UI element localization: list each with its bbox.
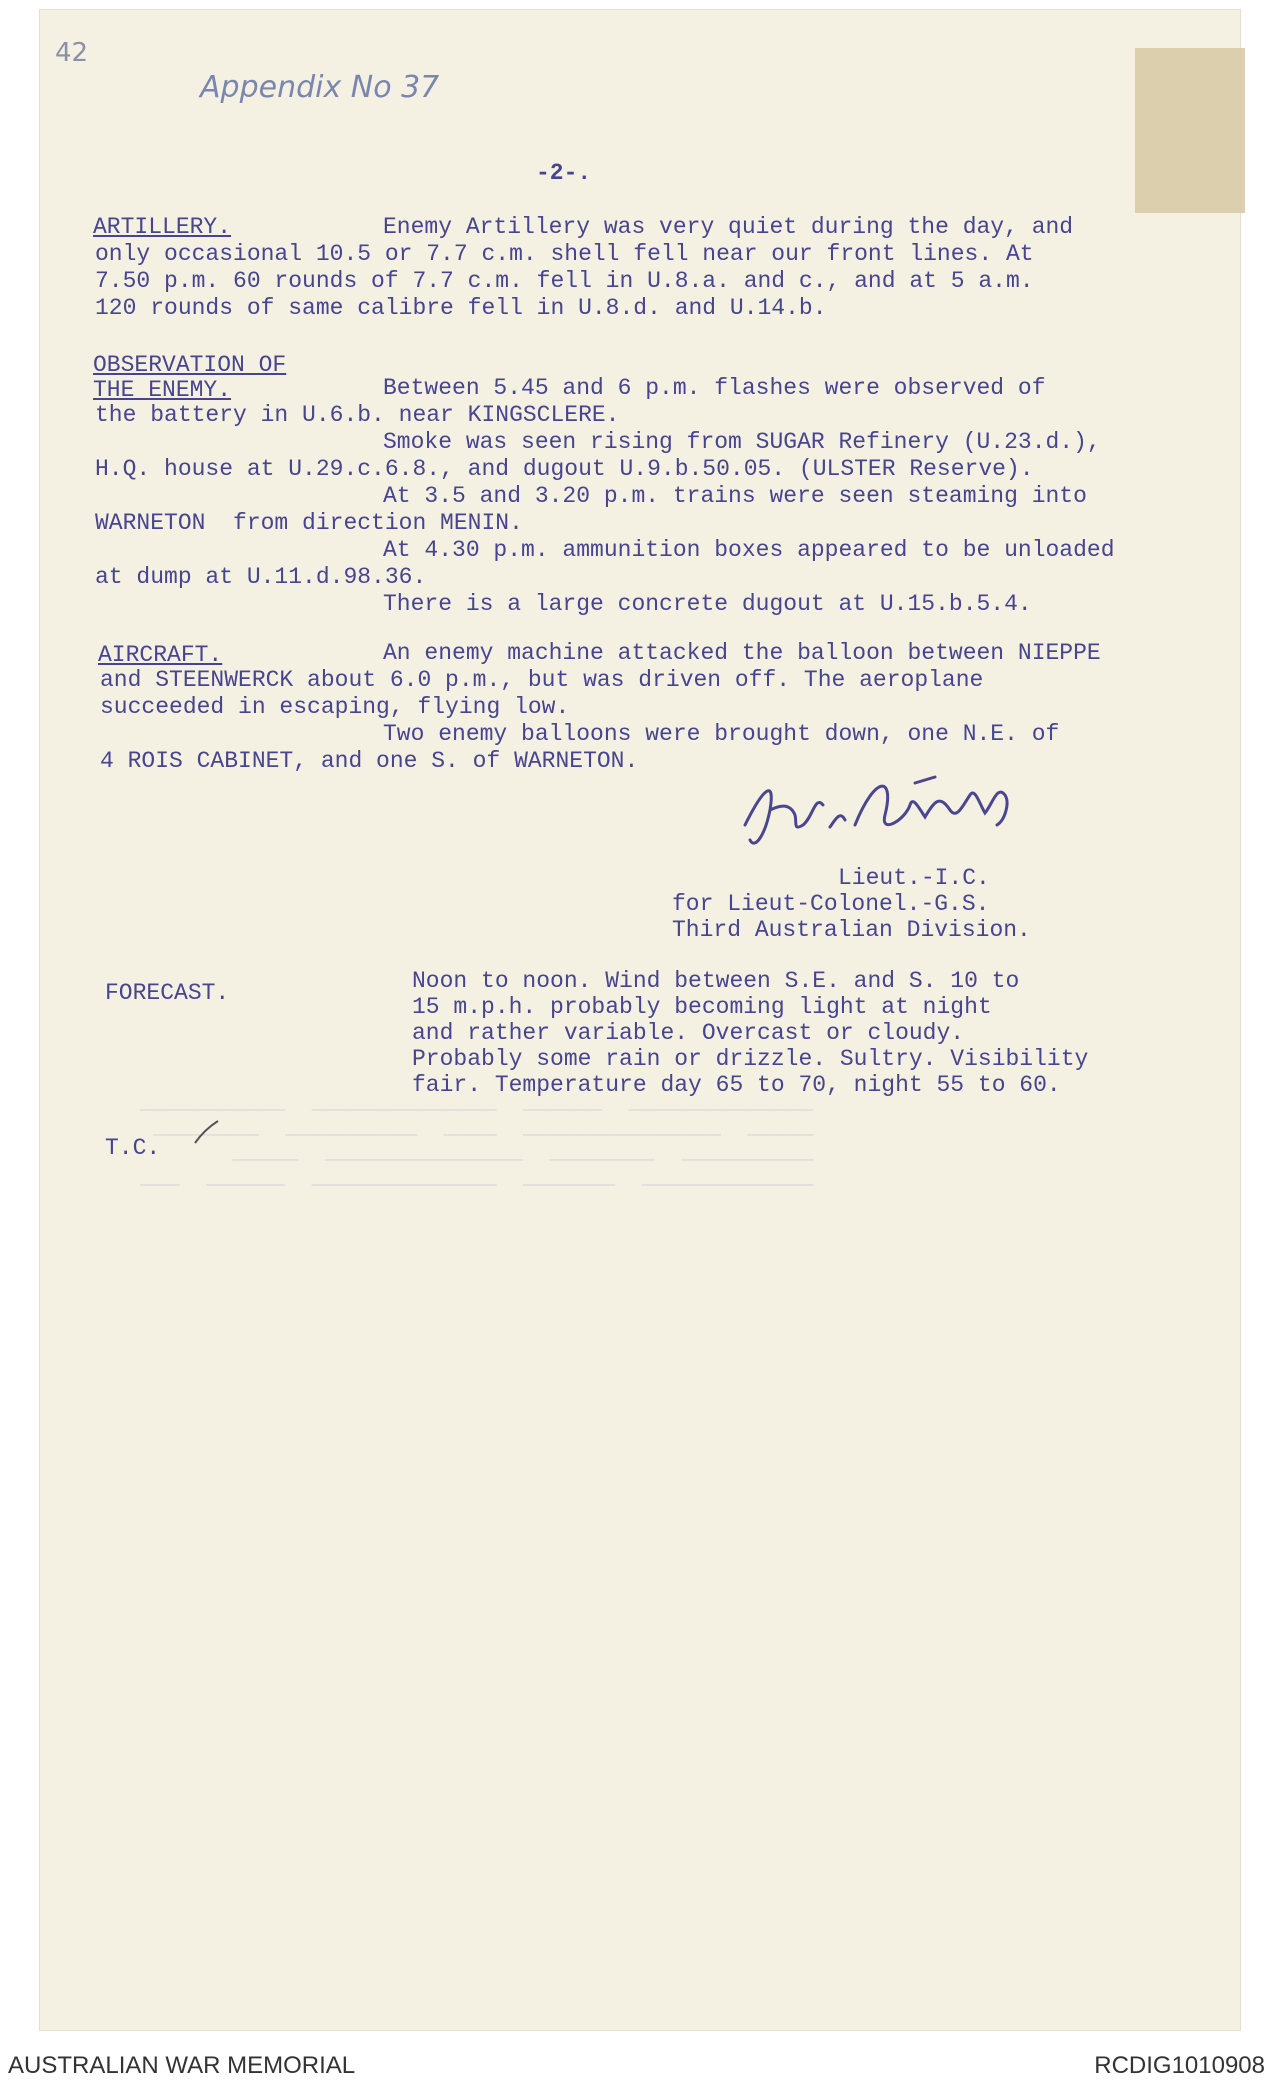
observation-line-8: at dump at U.11.d.98.36.	[95, 564, 427, 590]
footer-left: AUSTRALIAN WAR MEMORIAL	[8, 2052, 356, 2079]
footer-right: RCDIG1010908	[1094, 2052, 1265, 2079]
signature-line-1: Lieut.-I.C.	[838, 865, 990, 891]
observation-line-7: At 4.30 p.m. ammunition boxes appeared to be unloaded	[383, 537, 1115, 563]
appendix-label: Appendix No 37	[200, 70, 440, 105]
sheet-number: -2-.	[536, 160, 592, 186]
forecast-line-1: Noon to noon. Wind between S.E. and S. 10 to	[412, 968, 1020, 994]
observation-line-9: There is a large concrete dugout at U.15.b.5.4.	[383, 591, 1032, 617]
observation-line-6: WARNETON from direction MENIN.	[95, 510, 523, 536]
artillery-heading: ARTILLERY.	[93, 214, 232, 240]
observation-line-3: Smoke was seen rising from SUGAR Refinery (U.23.d.),	[383, 429, 1101, 455]
observation-line-4: H.Q. house at U.29.c.6.8., and dugout U.9.b.50.05. (ULSTER Reserve).	[95, 456, 1034, 482]
forecast-line-3: and rather variable. Overcast or cloudy.	[412, 1020, 965, 1046]
forecast-heading: FORECAST.	[105, 980, 230, 1006]
forecast-line-2: 15 m.p.h. probably becoming light at night	[412, 994, 992, 1020]
pencil-tick	[192, 1118, 222, 1148]
page-number: 42	[55, 38, 89, 68]
forecast-line-4: Probably some rain or drizzle. Sultry. Visibility	[412, 1046, 1089, 1072]
adhesive-tape	[1135, 48, 1245, 213]
aircraft-heading: AIRCRAFT.	[98, 642, 223, 668]
observation-heading-2: THE ENEMY.	[93, 377, 232, 403]
observation-heading-1: OBSERVATION OF	[93, 352, 287, 378]
aircraft-line-5: 4 ROIS CABINET, and one S. of WARNETON.	[100, 748, 639, 774]
artillery-line-3: 7.50 p.m. 60 rounds of 7.7 c.m. fell in U.8.a. and c., and at 5 a.m.	[95, 268, 1034, 294]
forecast-line-5: fair. Temperature day 65 to 70, night 55 to 60.	[412, 1072, 1061, 1098]
artillery-line-1: Enemy Artillery was very quiet during the day, and	[383, 214, 1074, 240]
observation-line-1: Between 5.45 and 6 p.m. flashes were observed of	[383, 375, 1046, 401]
aircraft-line-1: An enemy machine attacked the balloon between NIEPPE	[383, 640, 1101, 666]
observation-line-2: the battery in U.6.b. near KINGSCLERE.	[95, 402, 620, 428]
initials: T.C.	[105, 1135, 161, 1161]
aircraft-line-4: Two enemy balloons were brought down, one N.E. of	[383, 721, 1060, 747]
aircraft-line-2: and STEENWERCK about 6.0 p.m., but was driven off. The aeroplane	[100, 667, 984, 693]
signature	[735, 765, 1055, 865]
aircraft-line-3: succeeded in escaping, flying low.	[100, 694, 570, 720]
signature-line-3: Third Australian Division.	[672, 917, 1031, 943]
signature-line-2: for Lieut-Colonel.-G.S.	[672, 891, 990, 917]
artillery-line-4: 120 rounds of same calibre fell in U.8.d. and U.14.b.	[95, 295, 827, 321]
observation-line-5: At 3.5 and 3.20 p.m. trains were seen steaming into	[383, 483, 1087, 509]
artillery-line-2: only occasional 10.5 or 7.7 c.m. shell fell near our front lines. At	[95, 241, 1034, 267]
bleed-through-text: ______________ ______ ______________ ___________ _____ _______________ ____ __________ ________ __________ ________ _______________ _____ _____________ _______ ______________ ______ ___	[140, 1090, 814, 1190]
